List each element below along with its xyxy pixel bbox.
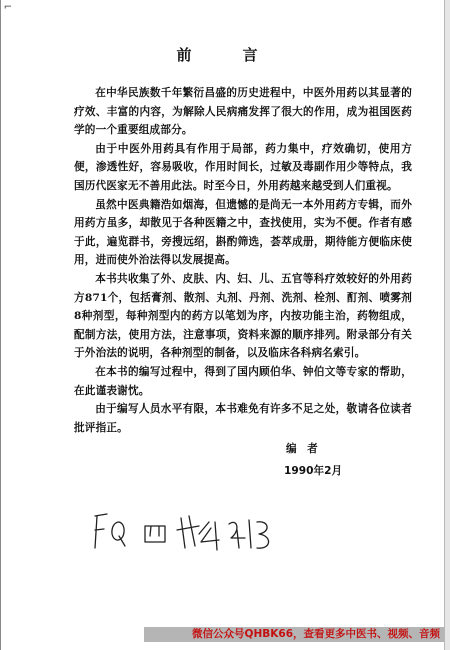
paragraph-1: 在中华民族数千年繁衍昌盛的历史进程中，中医外用药以其显著的疗效、丰富的内容，为解除人民病痛发挥了很大的作用，成为祖国医药学的一个重要组成部分。 — [74, 87, 412, 137]
paragraph-2: 由于中医外用药具有作用于局部，药力集中，疗效确切，使用方便，渗透性好，容易吸收，作用时间长，过敏及毒副作用少等特点，我国历代医家无不善用此法。时至今日，外用药越来越受到人们重视。 — [74, 142, 412, 192]
author-signature: 编 者 — [286, 443, 318, 455]
paragraph-3: 虽然中医典籍浩如烟海，但遗憾的是尚无一本外用药方专辑，而外用药方虽多，却散见于各种医籍之中，查找使用，实为不便。作者有感于此，遍览群书，旁搜远绍，斟酌筛选，荟萃成册，期待能方便临床使用，进而使外治法得以发展提高。 — [74, 198, 412, 267]
vertical-scrollbar[interactable] — [444, 0, 450, 650]
paragraph-5: 在本书的编写过程中，得到了国内顾伯华、钟伯文等专家的帮助，在此谨表谢忱。 — [74, 365, 412, 397]
paragraph-4: 本书共收集了外、皮肤、内、妇、儿、五官等科疗效较好的外用药方871个，包括膏剂、散剂、丸剂、丹剂、洗剂、栓剂、酊剂、喷雾剂8种剂型，每种剂型内的药方以笔划为序，内按功能主治，药物组成，配制方法，使用方法，注意事项，资料来源的顺序排列。附录部分有关于外治法的说明，各种剂型的制备，以及临床各科病名索引。 — [74, 272, 412, 360]
handwritten-annotation — [89, 508, 279, 554]
preface-body — [74, 84, 412, 437]
paragraph-6: 由于编写人员水平有限，本书难免有许多不足之处，敬请各位读者批评指正。 — [74, 403, 412, 434]
document-page — [16, 0, 436, 650]
footer-banner[interactable]: 微信公众号QHBK66，查看更多中医书、视频、音频 — [144, 627, 444, 642]
page-corner-icon: ⌐ — [3, 2, 13, 13]
page-title: 前 言 — [176, 46, 276, 64]
preface-date: 1990年2月 — [284, 465, 343, 477]
